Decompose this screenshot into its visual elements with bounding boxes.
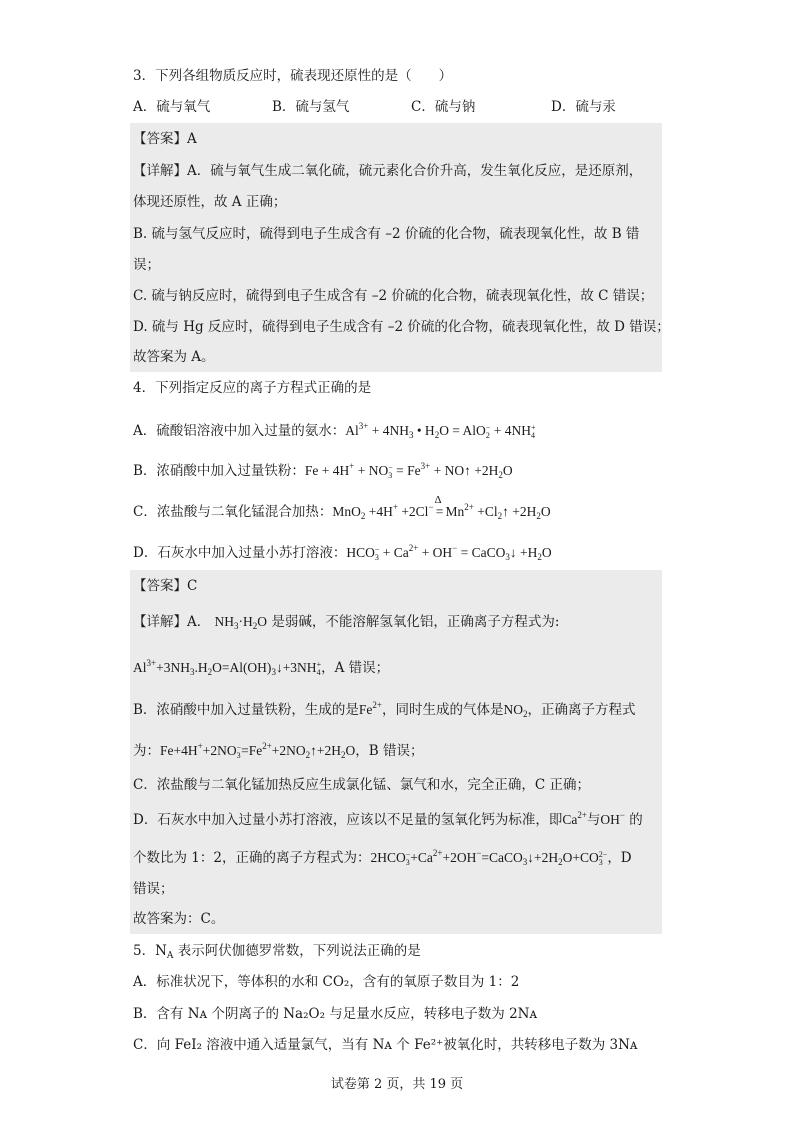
q4-detail-d1-text2: 与 <box>586 812 601 828</box>
q3-option-c: C．硫与钠 <box>411 99 476 115</box>
q4-option-c-equation: MnO$_2$ +4H+ +2Cl− Δ = $Mn^{2+}$ $+Cl_2↑ +2H_2O$ <box>332 494 551 521</box>
q4-final: 故答案为：C。 <box>133 911 225 927</box>
q4-detail-d1-text1: D．石灰水中加入过量小苏打溶液，应该以不足量的氢氧化钙为标准，即 <box>133 812 563 828</box>
q4-detail-d1-text3: 的 <box>629 812 643 828</box>
q3-detail-label: 【详解】 <box>133 163 187 179</box>
q3-detail-3: B. 硫与氢气反应时，硫得到电子生成含有 –2 价硫的化合物，硫表现氧化性，故 B 错 <box>133 226 640 242</box>
q4-detail-label: 【详解】 <box>133 614 187 630</box>
q4-detail-a2-text: ，A 错误； <box>321 660 390 676</box>
q3-detail-2: 体现还原性，故 A 正确； <box>133 194 287 210</box>
q4-detail-b1 <box>133 695 636 724</box>
fe2-ion: $Fe^{2+}$ <box>358 700 382 717</box>
q4-detail-d1 <box>133 805 643 830</box>
q4-detail-b2-prefix: 为： <box>133 743 160 759</box>
q4-detail-d2-text: 个数比为 1：2，正确的离子方程式为： <box>133 850 371 866</box>
q3-option-b: B．硫与氢气 <box>272 99 350 115</box>
q4-option-d-text: D．石灰水中加入过量小苏打溶液： <box>133 545 347 561</box>
q4-detail-d2 <box>133 843 632 872</box>
q4-detail-d3: 错误； <box>133 881 174 897</box>
q4-detail-a2 <box>133 653 389 682</box>
q4-detail-d2-suffix: ，D <box>607 850 632 866</box>
no2-formula: $NO_2$ <box>503 702 528 719</box>
q5-stem-sub: A <box>166 951 174 961</box>
q4-detail-b2-equation: Fe+4H++2NO − 3 $=Fe^{2+}+2NO_2↑+2H_2O$ <box>160 741 356 760</box>
q4-option-b <box>133 456 513 485</box>
q4-detail-a2-equation: $Al^{3+}+3NH_3.H_2O=Al(OH)_3↓+3NH$ + 4 <box>133 658 322 677</box>
question-5-stem <box>133 941 421 966</box>
q3-detail-6: D. 硫与 Hg 反应时，硫得到电子生成含有 –2 价硫的化合物，硫表现氧化性，故 D 错误； <box>133 319 670 335</box>
q3-detail-5: C. 硫与钠反应时，硫得到电子生成含有 –2 价硫的化合物，硫表现氧化性，故 C 错误； <box>133 288 654 304</box>
q4-option-a-text: A．硫酸铝溶液中加入过量的氨水： <box>133 423 346 439</box>
q4-option-c-text: C．浓盐酸与二氧化锰混合加热： <box>133 504 333 520</box>
q4-detail-d2-equation: 2HCO − 3 $+Ca^{2+}+2OH^-=CaCO_3↓+2H_2O+CO$ 2− 3 <box>370 848 608 867</box>
q4-detail-a1 <box>133 612 559 636</box>
q4-option-c <box>133 494 551 526</box>
q3-answer: 【答案】A <box>133 131 197 147</box>
q4-detail-b1-text2: ，同时生成的气体是 <box>382 702 504 718</box>
q4-detail-b2 <box>133 736 424 765</box>
q4-option-a-equation: $Al^{3+} + 4NH_3$ • $H_2O$ = AlO − 2 + 4NH + 4 <box>345 421 536 440</box>
oh-ion: OH− <box>600 810 625 827</box>
q4-detail-a1-prefix: A． <box>187 614 211 630</box>
q5-stem-c: 表示阿伏伽德罗常数，下列说法正确的是 <box>173 943 421 959</box>
q4-answer: 【答案】C <box>133 578 198 594</box>
ca2-ion: $Ca^{2+}$ <box>562 810 587 827</box>
q5-stem-a: 5．N <box>133 943 167 959</box>
q3-option-d: D．硫与汞 <box>551 99 616 115</box>
q4-detail-b1-text1: B．浓硝酸中加入过量铁粉，生成的是 <box>133 702 359 718</box>
question-3-stem: 3．下列各组物质反应时，硫表现还原性的是（ ） <box>133 68 453 84</box>
q4-option-a <box>133 416 535 445</box>
q4-detail-b1-text3: ，正确离子方程式 <box>527 702 636 718</box>
q4-detail-a1-text: 是弱碱，不能溶解氢氧化铝，正确离子方程式为: <box>271 614 560 630</box>
q3-detail-7: 故答案为 A。 <box>133 349 215 365</box>
q3-detail-1 <box>133 161 642 181</box>
page-footer: 试卷第 2 页，共 19 页 <box>330 1077 464 1092</box>
q4-option-b-text: B．浓硝酸中加入过量铁粉： <box>133 463 305 479</box>
q4-option-d-equation: HCO − 3 + $Ca^{2+} + OH^-$ = CaCO$_3$↓ $+H_2O$ <box>346 543 552 562</box>
q4-detail-c: C．浓盐酸与二氧化锰加热反应生成氯化锰、氯气和水，完全正确，C 正确； <box>133 777 590 793</box>
q3-option-a: A．硫与氧气 <box>133 99 211 115</box>
q4-option-d <box>133 538 552 567</box>
q5-option-a: A．标准状况下，等体积的水和 CO₂，含有的氧原子数目为 1：2 <box>133 974 520 990</box>
question-4-stem: 4．下列指定反应的离子方程式正确的是 <box>133 380 372 396</box>
q4-detail-b2-text: ，B 错误； <box>355 743 424 759</box>
q3-detail-text: A．硫与氧气生成二氧化硫，硫元素化合价升高，发生氧化反应，是还原剂， <box>187 163 643 179</box>
q4-option-b-equation: Fe + 4H+ + NO − 3 = $Fe^{3+}$ + NO↑ $+2H_2O$ <box>304 461 513 480</box>
q5-option-c: C．向 FeI₂ 溶液中通入适量氯气，当有 Nᴀ 个 Fe²⁺被氧化时，共转移电子数为 3Nᴀ <box>133 1037 638 1053</box>
q5-option-b: B．含有 Nᴀ 个阴离子的 Na₂O₂ 与足量水反应，转移电子数为 2Nᴀ <box>133 1006 538 1022</box>
nh3-h2o-formula: $NH_3\cdot H_2O$ <box>214 614 268 631</box>
q3-detail-4: 误； <box>133 257 160 273</box>
